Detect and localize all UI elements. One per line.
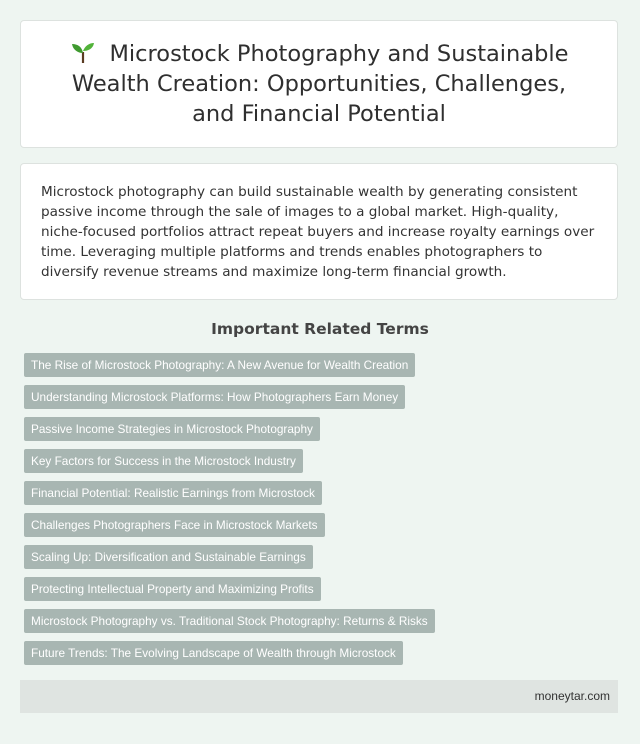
- list-item: [24, 353, 618, 377]
- term-tag[interactable]: Scaling Up: Diversification and Sustainable Earnings: [24, 545, 313, 569]
- term-tag[interactable]: Challenges Photographers Face in Microstock Markets: [24, 513, 325, 537]
- term-tag[interactable]: Passive Income Strategies in Microstock Photography: [24, 417, 320, 441]
- page-title: [51, 39, 587, 129]
- footer: [20, 680, 618, 713]
- site-name[interactable]: moneytar.com: [534, 689, 610, 703]
- summary-card: [20, 163, 618, 300]
- page-title-text: Microstock Photography and Sustainable Wealth Creation: Opportunities, Challenges, and Financial Potential: [71, 41, 569, 127]
- term-tag[interactable]: Key Factors for Success in the Microstock Industry: [24, 449, 303, 473]
- list-item: [24, 513, 618, 537]
- related-terms-list: [24, 353, 618, 673]
- term-tag[interactable]: Future Trends: The Evolving Landscape of Wealth through Microstock: [24, 641, 403, 665]
- term-tag[interactable]: Financial Potential: Realistic Earnings from Microstock: [24, 481, 322, 505]
- term-tag[interactable]: Protecting Intellectual Property and Maximizing Profits: [24, 577, 321, 601]
- related-terms-heading: Important Related Terms: [211, 320, 429, 338]
- summary-text: Microstock photography can build sustainable wealth by generating consistent passive income through the sale of images to a global market. High-quality, niche-focused portfolios attract repeat buyers and increase royalty earnings over time. Leveraging multiple platforms and trends enables photographers to diversify revenue streams and maximize long-term financial growth.: [41, 184, 595, 280]
- list-item: [24, 449, 618, 473]
- list-item: [24, 609, 618, 633]
- sprout-icon: [70, 41, 96, 63]
- list-item: [24, 545, 618, 569]
- list-item: [24, 641, 618, 665]
- list-item: [24, 577, 618, 601]
- term-tag[interactable]: Understanding Microstock Platforms: How Photographers Earn Money: [24, 385, 405, 409]
- list-item: [24, 481, 618, 505]
- term-tag[interactable]: The Rise of Microstock Photography: A New Avenue for Wealth Creation: [24, 353, 415, 377]
- list-item: [24, 417, 618, 441]
- title-card: [20, 20, 618, 148]
- term-tag[interactable]: Microstock Photography vs. Traditional Stock Photography: Returns & Risks: [24, 609, 435, 633]
- list-item: [24, 385, 618, 409]
